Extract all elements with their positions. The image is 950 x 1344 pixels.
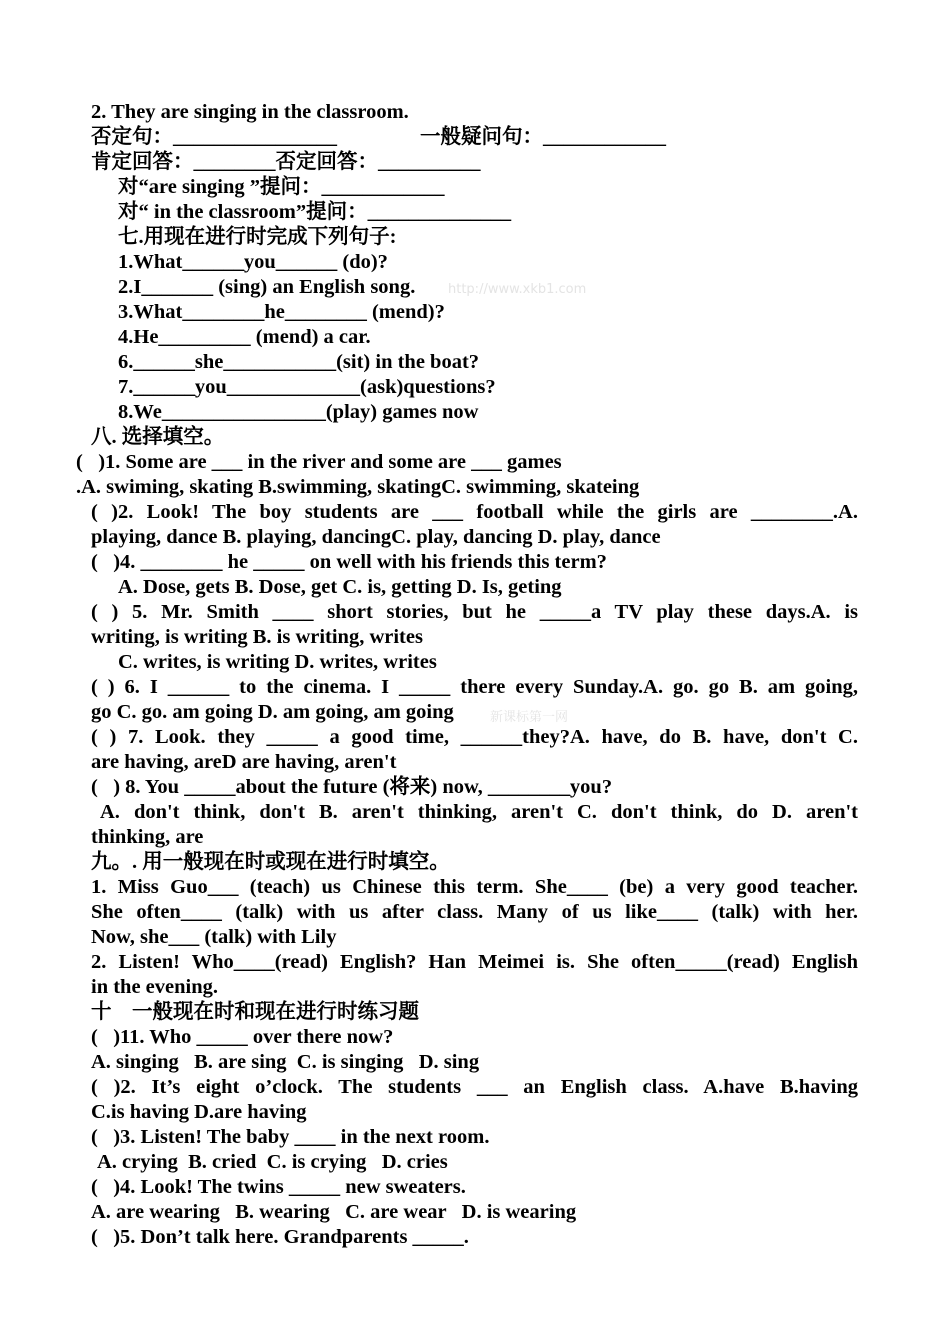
worksheet-line: ( )2. Look! The boy students are ___ football while the girls are ________.A. [91, 501, 858, 523]
worksheet-line: 七.用现在进行时完成下列句子: [118, 226, 397, 248]
worksheet-line: A. don't think, don't B. aren't thinking, aren't C. don't think, do D. aren't [100, 801, 858, 823]
worksheet-line: ( ) 7. Look. they _____ a good time, ______they?A. have, do B. have, don't C. [91, 726, 858, 748]
worksheet-line: C. writes, is writing D. writes, writes [118, 651, 437, 673]
worksheet-line: 7.______you_____________(ask)questions? [118, 376, 496, 398]
worksheet-line: ( ) 8. You _____about the future (将来) now, ________you? [91, 776, 613, 798]
worksheet-line: ( )4. ________ he _____ on well with his friends this term? [91, 551, 607, 573]
worksheet-line: ( )2. It’s eight o’clock. The students ___ an English class. A.have B.having [91, 1076, 858, 1098]
worksheet-line: ( )1. Some are ___ in the river and some are ___ games [76, 451, 562, 473]
worksheet-line: thinking, are [91, 826, 204, 848]
worksheet-line: 2. Listen! Who____(read) English? Han Meimei is. She often_____(read) English [91, 951, 858, 973]
worksheet-line: 8.We________________(play) games now [118, 401, 479, 423]
worksheet-line: go C. go. am going D. am going, am going [91, 701, 454, 723]
worksheet-line: A. singing B. are sing C. is singing D. sing [91, 1051, 480, 1073]
worksheet-line: ( )5. Don’t talk here. Grandparents _____. [91, 1226, 469, 1248]
worksheet-line: ( ) 5. Mr. Smith ____ short stories, but he _____a TV play these days.A. is [91, 601, 858, 623]
worksheet-line: ( )3. Listen! The baby ____ in the next room. [91, 1126, 490, 1148]
worksheet-line: 九。. 用一般现在时或现在进行时填空。 [91, 851, 450, 873]
watermark-site: 新课标第一网 [490, 710, 569, 725]
worksheet-line: in the evening. [91, 976, 218, 998]
worksheet-line: 6.______she___________(sit) in the boat? [118, 351, 480, 373]
worksheet-line: 1.What______you______ (do)? [118, 251, 388, 273]
worksheet-line: 一般疑问句：____________ [420, 126, 666, 148]
worksheet-line: C.is having D.are having [91, 1101, 307, 1123]
worksheet-line: A. are wearing B. wearing C. are wear D. is wearing [91, 1201, 577, 1223]
worksheet-line: 1. Miss Guo___ (teach) us Chinese this term. She____ (be) a very good teacher. [91, 876, 858, 898]
worksheet-line: 2.I_______ (sing) an English song. [118, 276, 416, 298]
worksheet-line: ( )11. Who _____ over there now? [91, 1026, 394, 1048]
worksheet-line: 否定句：________________ [91, 126, 337, 148]
worksheet-line: 对“are singing ”提问：____________ [118, 176, 445, 198]
worksheet-line: are having, areD are having, aren't [91, 751, 397, 773]
worksheet-line: 对“ in the classroom”提问：______________ [118, 201, 512, 223]
worksheet-line: Now, she___ (talk) with Lily [91, 926, 337, 948]
worksheet-line: 4.He_________ (mend) a car. [118, 326, 371, 348]
worksheet-line: ( )4. Look! The twins _____ new sweaters. [91, 1176, 466, 1198]
worksheet-line: She often____ (talk) with us after class. Many of us like____ (talk) with her. [91, 901, 858, 923]
worksheet-line: 十 一般现在时和现在进行时练习题 [91, 1001, 419, 1023]
worksheet-line: 2. They are singing in the classroom. [91, 101, 409, 123]
watermark-url: http://www.xkb1.com [448, 282, 587, 297]
worksheet-line: 肯定回答：________否定回答：__________ [91, 151, 481, 173]
worksheet-line: 八. 选择填空。 [91, 426, 225, 448]
worksheet-line: .A. swiming, skating B.swimming, skatingC. swimming, skateing [76, 476, 640, 498]
worksheet-line: writing, is writing B. is writing, writes [91, 626, 423, 648]
worksheet-line: A. crying B. cried C. is crying D. cries [97, 1151, 448, 1173]
worksheet-line: 3.What________he________ (mend)? [118, 301, 445, 323]
worksheet-line: ( ) 6. I ______ to the cinema. I _____ there every Sunday.A. go. go B. am going, [91, 676, 858, 698]
worksheet-line: A. Dose, gets B. Dose, get C. is, getting D. Is, geting [118, 576, 562, 598]
worksheet-line: playing, dance B. playing, dancingC. play, dancing D. play, dance [91, 526, 661, 548]
